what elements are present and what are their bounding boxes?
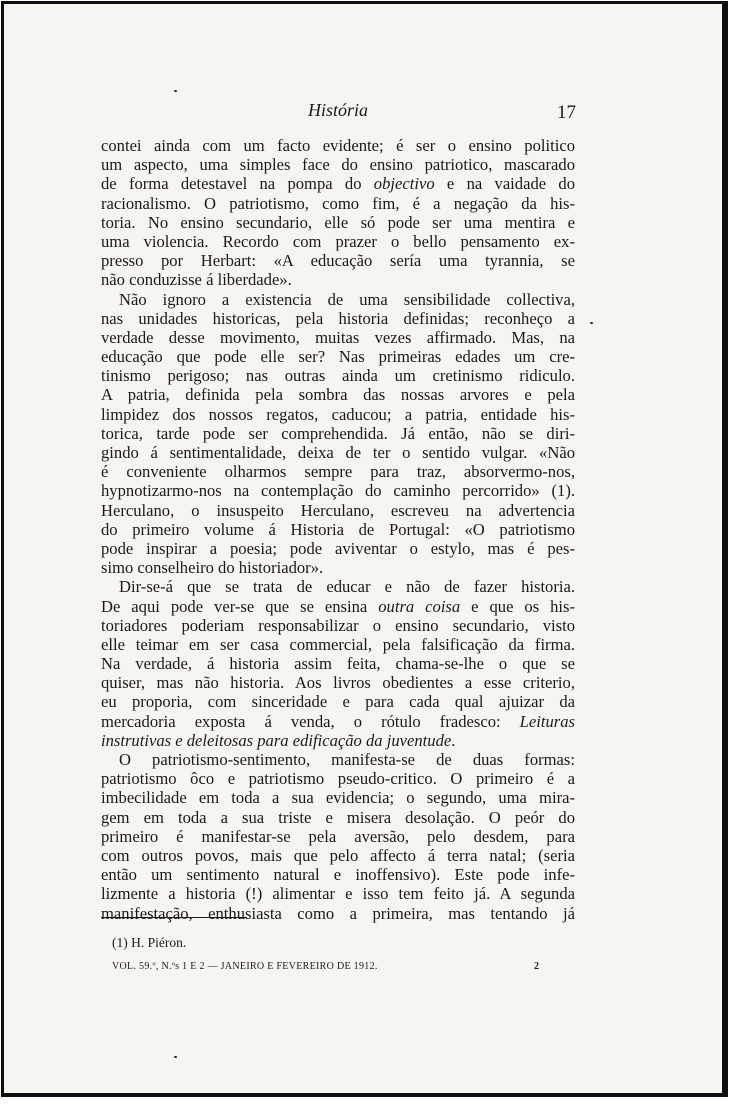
text-line: tinismo perigoso; nas outras ainda um cretinismo ridiculo. — [101, 366, 575, 386]
text-line: A patria, definida pela sombra das nossas arvores e pela — [101, 385, 575, 405]
text-line: elle teimar em ser casa commercial, pela falsificação da firma. — [101, 634, 575, 654]
text-line: O patriotismo-sentimento, manifesta-se de duas formas: — [119, 750, 575, 769]
text-line: simo conselheiro do historiador». — [101, 558, 324, 578]
text-line: com outros povos, mais que pelo affecto á terra natal; (seria — [101, 845, 575, 865]
text-line: limpidez dos nossos regatos, caducou; a patria, entidade his- — [101, 404, 575, 424]
italic-phrase: Leituras — [519, 711, 575, 731]
text-segment: e que os his- — [460, 596, 575, 616]
text-segment: De aqui pode ver-se que se ensina — [101, 596, 379, 616]
text-line: nas unidades historicas, pela historia definidas; reconheço a — [101, 308, 575, 328]
text-line: verdade desse movimento, muitas vezes affirmado. Mas, na — [101, 327, 575, 347]
running-head — [100, 100, 576, 126]
text-line: é conveniente olharmos sempre para traz, absorvermo-nos, — [101, 462, 575, 482]
text-line — [101, 712, 575, 731]
text-line: gem em toda a sua triste e misera desolação. O peór do — [101, 807, 575, 827]
text-line: primeiro é manifestar-se pela aversão, pelo desdem, para — [101, 826, 575, 846]
text-segment: de forma detestavel na pompa do — [101, 174, 374, 194]
italic-phrase: outra coisa — [378, 596, 461, 616]
text-line: não conduzisse á liberdade». — [101, 270, 292, 290]
text-line: contei ainda com um facto evidente; é ser o ensino politico — [101, 136, 575, 155]
paper-speck — [174, 1056, 177, 1058]
text-segment: e na vaidade do — [434, 174, 576, 194]
text-line — [101, 731, 575, 750]
text-line: lizmente a historia (!) alimentar e isso tem feito já. A segunda — [101, 884, 575, 904]
text-line: Herculano, o insuspeito Herculano, escreveu na advertencia — [101, 500, 575, 520]
text-line: manifestação, enthusiasta como a primeira, mas tentando já — [101, 903, 575, 923]
text-line: Na verdade, á historia assim feita, chama-se-lhe o que se — [101, 654, 575, 674]
text-line: um aspecto, uma simples face do ensino patriotico, mascarado — [101, 155, 575, 175]
text-line: toria. No ensino secundario, elle só pode ser uma mentira e — [101, 212, 575, 232]
text-segment: . — [451, 730, 456, 750]
body-text — [101, 136, 575, 923]
text-line: presso por Herbart: «A educação sería uma tyrannia, se — [101, 251, 575, 271]
text-line: patriotismo ôco e patriotismo pseudo-critico. O primeiro é a — [101, 769, 575, 789]
text-line: do primeiro volume á Historia de Portugal: «O patriotismo — [101, 519, 575, 539]
text-line: gindo á sentimentalidade, deixa de ter o sentido vulgar. «Não — [101, 443, 575, 462]
running-title: História — [307, 100, 368, 120]
text-line: então um sentimento natural e inoffensivo). Este pode infe- — [101, 865, 575, 885]
text-line: eu proporia, com sinceridade e para cada qual ajuizar da — [101, 692, 575, 712]
text-line — [101, 597, 575, 616]
text-line: hypnotizarmo-nos na contemplação do caminho percorrido» (1). — [101, 481, 575, 501]
text-line: educação que pode elle ser? Nas primeiras edades um cre- — [101, 347, 575, 367]
italic-phrase: instrutivas e deleitosas para edificação da juventude — [101, 730, 452, 750]
text-line: pode inspirar a poesia; pode aviventar o estylo, mas é pes- — [101, 538, 575, 558]
printer-signature-mark: 2 — [534, 961, 539, 972]
printer-signature-line: VOL. 59.º, N.ºs 1 E 2 — JANEIRO E FEVEREIRO DE 1912. — [112, 961, 378, 972]
text-line: toriadores poderiam responsabilizar o ensino secundario, visto — [101, 615, 575, 635]
footnote-divider — [101, 917, 247, 918]
text-line: Não ignoro a existencia de uma sensibilidade collectiva, — [119, 289, 575, 309]
text-line: uma violencia. Recordo com prazer o bello pensamento ex- — [101, 231, 575, 251]
footnote: (1) H. Piéron. — [112, 935, 187, 950]
page-number: 17 — [557, 102, 576, 123]
text-line: imbecilidade em toda a sua evidencia; o segundo, uma mira- — [101, 788, 575, 808]
paper-speck — [590, 322, 593, 324]
text-line: racionalismo. O patriotismo, como fim, é a negação da his- — [101, 193, 575, 213]
text-line: Dir-se-á que se trata de educar e não de fazer historia. — [119, 577, 575, 597]
page-frame — [1, 1, 728, 1097]
text-line — [101, 174, 575, 193]
text-line: torica, tarde pode ser comprehendida. Já então, não se diri- — [101, 423, 575, 443]
italic-phrase: objectivo — [373, 174, 435, 194]
text-line: quiser, mas não historia. Aos livros obedientes a esse criterio, — [101, 673, 575, 693]
paper-speck — [174, 90, 177, 92]
text-segment: mercadoria exposta á venda, o rótulo fradesco: — [101, 711, 520, 731]
